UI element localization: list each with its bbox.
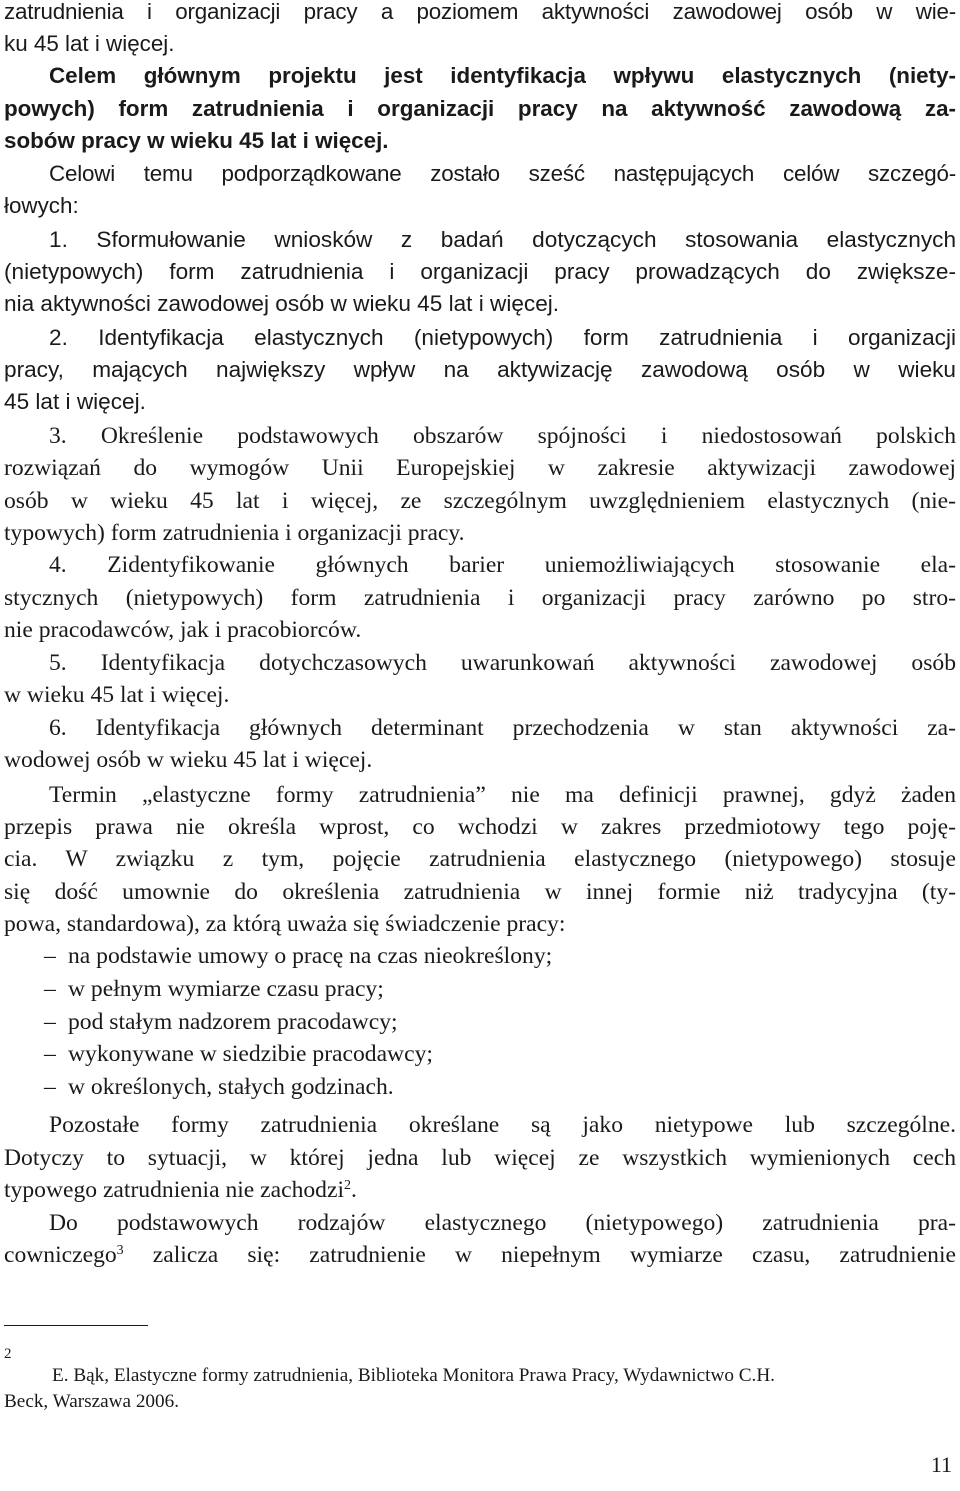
goal-4-line-3: nie pracodawców, jak i pracobiorców. xyxy=(4,617,362,643)
other-forms-line-3: typowego zatrudnienia nie zachodzi$^2$. xyxy=(4,1177,357,1203)
goal-1-line-3: nia aktywności zawodowej osób w wieku 45 lat i więcej. xyxy=(4,291,560,316)
goal-1-line-2: (nietypowych) form zatrudnienia i organizacji pracy prowadzących do zwiększe- xyxy=(4,259,956,284)
sub-goals-intro-line-2: łowych: xyxy=(4,193,79,218)
intro-line-2: ku 45 lat i więcej. xyxy=(4,31,175,56)
term-line-3: cia. W związku z tym, pojęcie zatrudnienia elastycznego (nietypowego) stosuje xyxy=(4,846,956,872)
goal-6-line-1: 6. Identyfikacja głównych determinant przechodzenia w stan aktywności za- xyxy=(49,715,956,741)
footnote-ref-3: 3 xyxy=(116,1243,124,1258)
goal-4-line-1: 4. Zidentyfikowanie głównych barier uniemożliwiających stosowanie ela- xyxy=(49,552,956,578)
goal-2-line-2: pracy, mających największy wpływ na aktywizację zawodową osób w wieku xyxy=(4,357,956,382)
list-item: – w określonych, stałych godzinach. xyxy=(44,1074,394,1100)
other-forms-line-2: Dotyczy to sytuacji, w której jedna lub więcej ze wszystkich wymienionych cech xyxy=(4,1145,956,1171)
other-forms-line-1: Pozostałe formy zatrudnienia określane są jako nietypowe lub szczególne. xyxy=(49,1112,956,1138)
footnote-ref-2: 2 xyxy=(344,1178,352,1193)
basic-kinds-line-2: cowniczego$^3$ zalicza się: zatrudnienie w niepełnym wymiarze czasu, zatrudnienie xyxy=(4,1242,956,1268)
goal-5-line-1: 5. Identyfikacja dotychczasowych uwarunkowań aktywności zawodowej osób xyxy=(49,650,956,676)
main-goal-line-1: Celem głównym projektu jest identyfikacja wpływu elastycznych (niety- xyxy=(49,63,956,88)
sub-goals-intro-line-1: Celowi temu podporządkowane zostało sześć następujących celów szczegó- xyxy=(49,161,956,186)
term-line-4: się dość umownie do określenia zatrudnienia w innej formie niż tradycyjna (ty- xyxy=(4,879,956,905)
term-line-5: powa, standardowa), za którą uważa się świadczenie pracy: xyxy=(4,911,566,937)
goal-3-line-3: osób w wieku 45 lat i więcej, ze szczególnym uwzględnieniem elastycznych (nie- xyxy=(4,488,956,514)
list-item: – w pełnym wymiarze czasu pracy; xyxy=(44,976,384,1002)
goal-3-line-4: typowych) form zatrudnienia i organizacji pracy. xyxy=(4,520,465,546)
goal-6-line-2: wodowej osób w wieku 45 lat i więcej. xyxy=(4,747,373,773)
goal-3-line-2: rozwiązań do wymogów Unii Europejskiej w zakresie aktywizacji zawodowej xyxy=(4,455,956,481)
list-item: – wykonywane w siedzibie pracodawcy; xyxy=(44,1041,433,1067)
list-item: – pod stałym nadzorem pracodawcy; xyxy=(44,1009,398,1035)
goal-1-line-1: 1. Sformułowanie wniosków z badań dotyczących stosowania elastycznych xyxy=(49,227,956,252)
intro-line-1: zatrudnienia i organizacji pracy a poziomem aktywności zawodowej osób w wie- xyxy=(4,0,956,24)
term-line-1: Termin „elastyczne formy zatrudnienia” nie ma definicji prawnej, gdyż żaden xyxy=(49,782,956,808)
main-goal-line-3: sobów pracy w wieku 45 lat i więcej. xyxy=(4,128,389,153)
goal-2-line-1: 2. Identyfikacja elastycznych (nietypowych) form zatrudnienia i organizacji xyxy=(49,325,956,350)
goal-5-line-2: w wieku 45 lat i więcej. xyxy=(4,682,230,708)
footnote-line-1: E. Bąk, Elastyczne formy zatrudnienia, Biblioteka Monitora Prawa Pracy, Wydawnictwo C.H. xyxy=(52,1365,775,1386)
goal-2-line-3: 45 lat i więcej. xyxy=(4,389,146,414)
footnote-number: 2 xyxy=(4,1346,12,1362)
page-number: 11 xyxy=(930,1452,952,1477)
basic-kinds-line-1: Do podstawowych rodzajów elastycznego (nietypowego) zatrudnienia pra- xyxy=(49,1210,956,1236)
goal-4-line-2: stycznych (nietypowych) form zatrudnienia i organizacji pracy zarówno po stro- xyxy=(4,585,956,611)
footnote-separator xyxy=(4,1325,148,1326)
list-item: – na podstawie umowy o pracę na czas nieokreślony; xyxy=(44,943,553,969)
main-goal-line-2: powych) form zatrudnienia i organizacji pracy na aktywność zawodową za- xyxy=(4,96,956,121)
term-line-2: przepis prawa nie określa wprost, co wchodzi w zakres przedmiotowy tego poję- xyxy=(4,814,956,840)
footnote-line-2: Beck, Warszawa 2006. xyxy=(4,1391,179,1412)
goal-3-line-1: 3. Określenie podstawowych obszarów spójności i niedostosowań polskich xyxy=(49,423,956,449)
